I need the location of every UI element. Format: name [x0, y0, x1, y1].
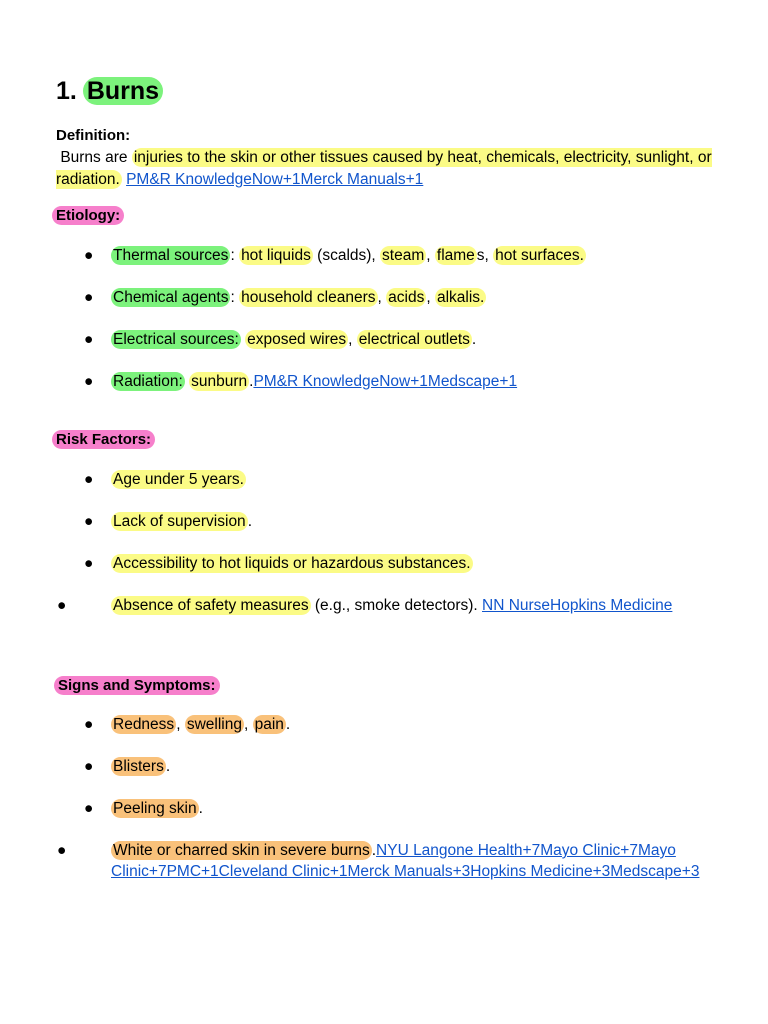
- bullet-dot: ●: [84, 247, 94, 264]
- etiology-label-text: Etiology:: [52, 206, 124, 225]
- plain-text: .: [165, 758, 171, 775]
- risk-item-safety: [57, 595, 731, 616]
- heading-number: 1.: [56, 77, 77, 105]
- signs-source-link[interactable]: NYU Langone Health+7Mayo Clinic+7Mayo Clinic+7PMC+1Cleveland Clinic+1Merck Manuals+3Hopkins Medicine+3Medscape+3: [111, 842, 700, 880]
- page-title: [56, 74, 163, 108]
- risk-factors-label-text: Risk Factors:: [52, 430, 155, 449]
- plain-text: .: [371, 842, 377, 859]
- highlighted-term: Accessibility to hot liquids or hazardous substances.: [113, 555, 471, 572]
- sign-item-redness: [84, 714, 290, 735]
- highlighted-term: sunburn: [191, 373, 248, 390]
- etiology-item-name: Radiation:: [113, 373, 183, 390]
- plain-text: ,: [348, 331, 357, 348]
- plain-text: .: [198, 800, 203, 817]
- plain-text: .: [247, 513, 252, 530]
- risk-item-supervision: [84, 511, 252, 532]
- plain-text: s: [476, 247, 485, 264]
- bullet-dot: ●: [84, 800, 94, 817]
- definition-text: injuries to the skin or other tissues caused by heat, chemicals, electricity, sunlight, or radiation.: [56, 149, 712, 188]
- sign-item-blisters: [84, 756, 170, 777]
- signs-label: [54, 676, 220, 696]
- etiology-item-chemical: [84, 287, 486, 308]
- risk-factors-label: [52, 430, 155, 450]
- highlighted-term: electrical outlets: [358, 331, 470, 348]
- highlighted-term: Blisters: [113, 758, 164, 775]
- bullet-dot: ●: [57, 842, 67, 859]
- signs-label-text: Signs and Symptoms:: [54, 676, 220, 695]
- plain-text: ,: [426, 289, 435, 306]
- bullet-dot: ●: [84, 555, 94, 572]
- definition-label: Definition:: [56, 127, 131, 144]
- etiology-item-name: Chemical agents: [113, 289, 229, 306]
- plain-text: .: [285, 716, 291, 733]
- etiology-item-name: Thermal sources: [113, 247, 229, 264]
- bullet-dot: ●: [84, 331, 94, 348]
- plain-text: ,: [484, 247, 494, 264]
- definition-paragraph: [56, 147, 716, 191]
- bullet-dot: ●: [84, 289, 94, 306]
- plain-text: .: [249, 373, 254, 390]
- plain-text: (e.g., smoke detectors).: [310, 597, 483, 614]
- etiology-item-name: Electrical sources:: [113, 331, 239, 348]
- etiology-item-electrical: [84, 329, 476, 350]
- highlighted-term: Lack of supervision: [113, 513, 246, 530]
- definition-lead: Burns are: [60, 149, 128, 166]
- highlighted-term: Peeling skin: [113, 800, 197, 817]
- highlighted-term: Absence of safety measures: [113, 597, 309, 614]
- highlighted-term: Redness: [113, 716, 175, 733]
- highlighted-term: acids: [388, 289, 425, 306]
- sign-item-peeling: [84, 798, 203, 819]
- highlighted-term: Age under 5 years.: [113, 471, 244, 488]
- highlighted-term: White or charred skin in severe burns: [113, 842, 370, 859]
- separator: :: [230, 289, 235, 306]
- sign-item-charred: [57, 840, 731, 882]
- highlighted-term: flame: [436, 247, 475, 264]
- bullet-dot: ●: [84, 716, 94, 733]
- highlighted-term: hot liquids: [241, 247, 311, 264]
- risk-source-link[interactable]: NN NurseHopkins Medicine: [482, 597, 673, 614]
- plain-text: ,: [426, 247, 435, 264]
- highlighted-term: household cleaners: [241, 289, 376, 306]
- etiology-item-thermal: [84, 245, 586, 266]
- highlighted-term: hot surfaces.: [495, 247, 584, 264]
- etiology-item-radiation: [84, 371, 517, 392]
- etiology-label: [52, 206, 124, 226]
- bullet-dot: ●: [84, 513, 94, 530]
- plain-text: (scalds),: [312, 247, 381, 264]
- plain-text: ,: [243, 716, 253, 733]
- risk-item-accessibility: [84, 553, 473, 574]
- highlighted-term: swelling: [186, 716, 242, 733]
- highlighted-term: pain: [254, 716, 284, 733]
- bullet-dot: ●: [84, 471, 94, 488]
- heading-title: Burns: [83, 77, 163, 105]
- plain-text: ,: [377, 289, 387, 306]
- separator: :: [230, 247, 235, 264]
- highlighted-term: exposed wires: [247, 331, 347, 348]
- plain-text: .: [471, 331, 477, 348]
- plain-text: ,: [176, 716, 185, 733]
- risk-item-age: [84, 469, 246, 490]
- bullet-dot: ●: [84, 758, 94, 775]
- definition-source-link[interactable]: PM&R KnowledgeNow+1Merck Manuals+1: [126, 171, 424, 188]
- bullet-dot: ●: [57, 597, 67, 614]
- highlighted-term: alkalis.: [436, 289, 485, 306]
- highlighted-term: steam: [382, 247, 425, 264]
- etiology-source-link[interactable]: PM&R KnowledgeNow+1Medscape+1: [253, 373, 518, 390]
- bullet-dot: ●: [84, 373, 94, 390]
